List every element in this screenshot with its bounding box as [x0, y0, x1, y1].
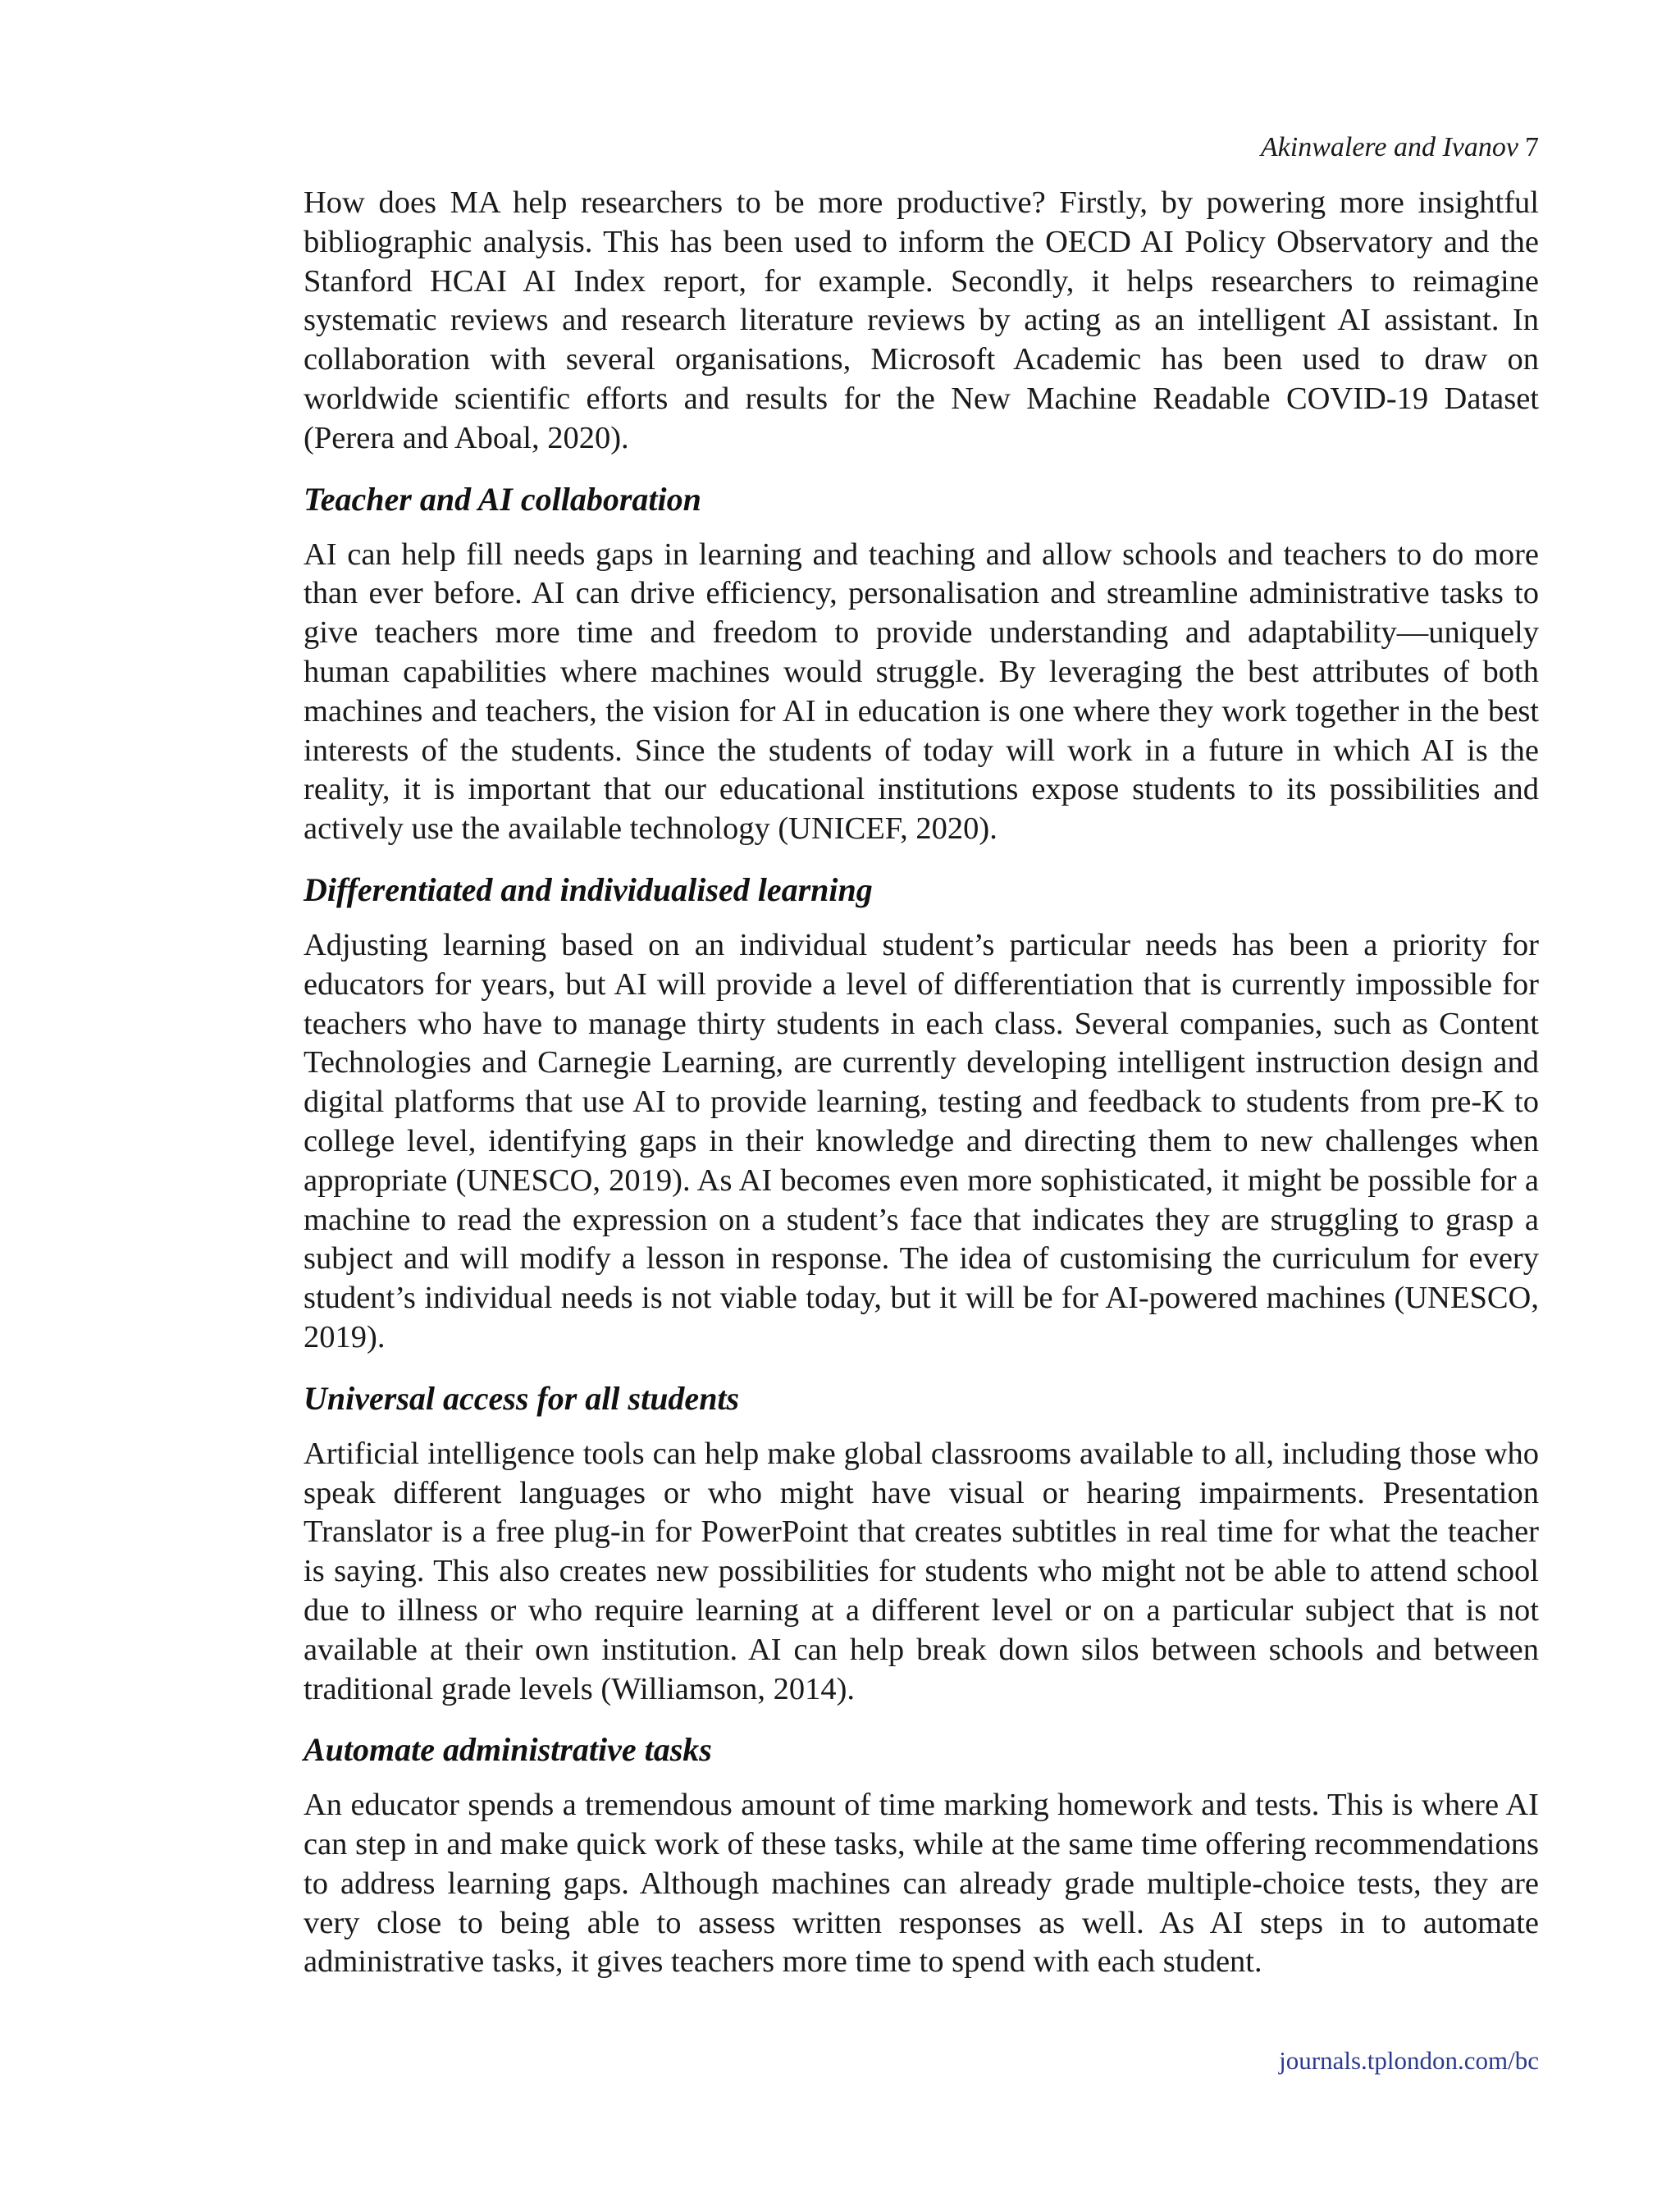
section-body-universal-access: Artificial intelligence tools can help make global classrooms available to all, including those who speak different languages or who might have visual or hearing impairments. Presentation Translator is a free plug-in for PowerPoint that creates subtitles in real time for what the teacher is saying. This also creates new possibilities for students who might not be able to attend school due to illness or who require learning at a different level or on a particular subject that is not available at their own institution. AI can help break down silos between schools and between traditional grade levels (Williamson, 2014). — [304, 1436, 1539, 1706]
section-heading-teacher-ai-collaboration: Teacher and AI collaboration — [304, 480, 701, 518]
section-body-automate-admin-tasks: An educator spends a tremendous amount of time marking homework and tests. This is where AI can step in and make quick work of these tasks, while at the same time offering recommendations to address learning gaps. Although machines can already grade multiple-choice tests, they are very close to being able to assess written responses as well. As AI steps in to automate administrative tasks, it gives teachers more time to spend with each student. — [304, 1788, 1539, 1980]
section-heading-automate-admin-tasks: Automate administrative tasks — [304, 1731, 712, 1769]
section-body-teacher-ai-collaboration: AI can help fill needs gaps in learning and teaching and allow schools and teachers to do more than ever before. AI can drive efficiency, personalisation and streamline administrative tasks to give teachers more time and freedom to provide understanding and adaptability—uniquely human capabilities where machines would struggle. By leveraging the best attributes of both machines and teachers, the vision for AI in education is one where they work together in the best interests of the students. Since the students of today will work in a future in which AI is the reality, it is important that our educational institutions expose students to its possibilities and actively use the available technology (UNICEF, 2020). — [304, 537, 1539, 847]
page-number: 7 — [1525, 132, 1539, 162]
intro-paragraph: How does MA help researchers to be more productive? Firstly, by powering more insightful bibliographic analysis. This has been used to inform the OECD AI Policy Observatory and the Stanford HCAI AI Index report, for example. Secondly, it helps researchers to reimagine systematic reviews and research literature reviews by acting as an intelligent AI assistant. In collaboration with several organisations, Microsoft Academic has been used to draw on worldwide scientific efforts and results for the New Machine Readable COVID-19 Dataset (Perera and Aboal, 2020). — [304, 185, 1539, 455]
running-head — [1261, 131, 1539, 164]
section-body-differentiated-learning: Adjusting learning based on an individual student’s particular needs has been a priority for educators for years, but AI will provide a level of differentiation that is currently impossible for teachers who have to manage thirty students in each class. Several companies, such as Content Technologies and Carnegie Learning, are currently developing intelligent instruction design and digital platforms that use AI to provide learning, testing and feedback to students from pre-K to college level, identifying gaps in their knowledge and directing them to new challenges when appropriate (UNESCO, 2019). As AI becomes even more sophisticated, it might be possible for a machine to read the expression on a student’s face that indicates they are struggling to grasp a subject and will modify a lesson in response. The idea of customising the curriculum for every student’s individual needs is not viable today, but it will be for AI-powered machines (UNESCO, 2019). — [304, 927, 1539, 1354]
article-body — [304, 184, 1539, 1982]
journal-page — [304, 0, 1539, 2188]
section-heading-differentiated-learning: Differentiated and individualised learning — [304, 870, 873, 908]
running-head-authors: Akinwalere and Ivanov — [1260, 132, 1518, 162]
section-heading-universal-access: Universal access for all students — [304, 1379, 740, 1417]
journal-url-link[interactable]: journals.tplondon.com/bc — [1279, 2046, 1539, 2075]
